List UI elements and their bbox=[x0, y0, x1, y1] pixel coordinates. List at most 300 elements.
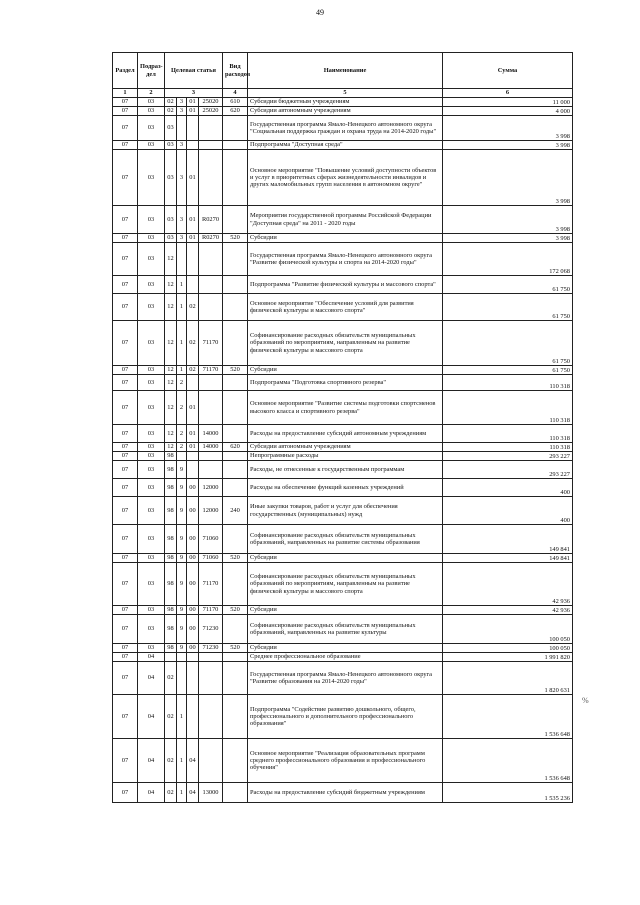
podrazdel-cell: 03 bbox=[138, 391, 165, 425]
podrazdel-cell: 03 bbox=[138, 479, 165, 497]
razdel-cell: 07 bbox=[113, 653, 138, 662]
program-code-cell: 98 bbox=[165, 644, 177, 653]
direction-code-cell: 71170 bbox=[199, 321, 223, 366]
table-row bbox=[113, 739, 573, 783]
program-code-cell: 98 bbox=[165, 563, 177, 606]
event-code-cell: 00 bbox=[187, 563, 199, 606]
program-code-cell: 12 bbox=[165, 321, 177, 366]
event-code-cell: 00 bbox=[187, 525, 199, 554]
item-name-cell: Субсидии bbox=[248, 366, 443, 375]
expense-type-cell bbox=[223, 461, 248, 479]
direction-code-cell bbox=[199, 653, 223, 662]
podrazdel-cell: 04 bbox=[138, 662, 165, 695]
event-code-cell bbox=[187, 116, 199, 141]
event-code-cell: 00 bbox=[187, 554, 199, 563]
expense-type-cell bbox=[223, 653, 248, 662]
table-row bbox=[113, 141, 573, 150]
direction-code-cell bbox=[199, 243, 223, 276]
expense-type-cell bbox=[223, 662, 248, 695]
podrazdel-cell: 03 bbox=[138, 150, 165, 206]
direction-code-cell bbox=[199, 150, 223, 206]
header-razdel: Раздел bbox=[113, 53, 138, 89]
program-code-cell: 03 bbox=[165, 116, 177, 141]
podrazdel-cell: 03 bbox=[138, 366, 165, 375]
header-number: 4 bbox=[223, 89, 248, 98]
razdel-cell: 07 bbox=[113, 243, 138, 276]
program-code-cell: 98 bbox=[165, 452, 177, 461]
program-code-cell: 03 bbox=[165, 141, 177, 150]
program-code-cell: 02 bbox=[165, 662, 177, 695]
expense-type-cell bbox=[223, 783, 248, 803]
event-code-cell: 01 bbox=[187, 391, 199, 425]
item-name-cell: Расходы на обеспечение функций казенных учреждений bbox=[248, 479, 443, 497]
item-name-cell: Государственная программа Ямало-Ненецкого автономного округа "Развитие образования на 2014-2020 годы" bbox=[248, 662, 443, 695]
event-code-cell bbox=[187, 452, 199, 461]
podrazdel-cell: 03 bbox=[138, 276, 165, 294]
expense-type-cell bbox=[223, 695, 248, 739]
table-row bbox=[113, 554, 573, 563]
event-code-cell: 00 bbox=[187, 479, 199, 497]
item-name-cell: Подпрограмма "Доступная среда" bbox=[248, 141, 443, 150]
podrazdel-cell: 03 bbox=[138, 234, 165, 243]
program-code-cell: 12 bbox=[165, 276, 177, 294]
amount-cell: 1 535 236 bbox=[443, 783, 573, 803]
razdel-cell: 07 bbox=[113, 479, 138, 497]
program-code-cell: 12 bbox=[165, 443, 177, 452]
table-row bbox=[113, 615, 573, 644]
item-name-cell: Софинансирование расходных обязательств муниципальных образований по мероприятиям, направленным на развитие физической культуры и массового спорта bbox=[248, 563, 443, 606]
table-row bbox=[113, 366, 573, 375]
direction-code-cell: R0270 bbox=[199, 234, 223, 243]
item-name-cell: Основное мероприятие "Обеспечение условий для развития физической культуры и массового спорта" bbox=[248, 294, 443, 321]
item-name-cell: Субсидии bbox=[248, 554, 443, 563]
event-code-cell bbox=[187, 375, 199, 391]
razdel-cell: 07 bbox=[113, 107, 138, 116]
expense-type-cell: 240 bbox=[223, 497, 248, 525]
table-row bbox=[113, 243, 573, 276]
podrazdel-cell: 03 bbox=[138, 375, 165, 391]
razdel-cell: 07 bbox=[113, 662, 138, 695]
podrazdel-cell: 03 bbox=[138, 554, 165, 563]
subprogram-code-cell: 9 bbox=[177, 554, 187, 563]
podrazdel-cell: 04 bbox=[138, 739, 165, 783]
expense-type-cell bbox=[223, 615, 248, 644]
amount-cell: 61 750 bbox=[443, 294, 573, 321]
budget-table bbox=[112, 52, 573, 803]
subprogram-code-cell: 9 bbox=[177, 606, 187, 615]
amount-cell: 42 936 bbox=[443, 606, 573, 615]
direction-code-cell: 12000 bbox=[199, 497, 223, 525]
expense-type-cell bbox=[223, 243, 248, 276]
podrazdel-cell: 03 bbox=[138, 294, 165, 321]
expense-type-cell: 610 bbox=[223, 98, 248, 107]
table-row bbox=[113, 452, 573, 461]
razdel-cell: 07 bbox=[113, 644, 138, 653]
subprogram-code-cell: 9 bbox=[177, 525, 187, 554]
program-code-cell: 03 bbox=[165, 234, 177, 243]
header-number: 1 bbox=[113, 89, 138, 98]
event-code-cell: 04 bbox=[187, 783, 199, 803]
direction-code-cell bbox=[199, 461, 223, 479]
header-number: 3 bbox=[165, 89, 223, 98]
razdel-cell: 07 bbox=[113, 98, 138, 107]
header-vid: Вид расходов bbox=[223, 53, 248, 89]
expense-type-cell bbox=[223, 563, 248, 606]
item-name-cell: Субсидии bbox=[248, 606, 443, 615]
table-body bbox=[113, 98, 573, 803]
table-row bbox=[113, 443, 573, 452]
program-code-cell: 98 bbox=[165, 606, 177, 615]
podrazdel-cell: 03 bbox=[138, 425, 165, 443]
event-code-cell bbox=[187, 276, 199, 294]
expense-type-cell bbox=[223, 206, 248, 234]
amount-cell: 11 000 bbox=[443, 98, 573, 107]
podrazdel-cell: 03 bbox=[138, 461, 165, 479]
event-code-cell bbox=[187, 653, 199, 662]
subprogram-code-cell: 3 bbox=[177, 107, 187, 116]
subprogram-code-cell bbox=[177, 653, 187, 662]
subprogram-code-cell: 9 bbox=[177, 479, 187, 497]
expense-type-cell bbox=[223, 425, 248, 443]
item-name-cell: Подпрограмма "Развитие физической культуры и массового спорта" bbox=[248, 276, 443, 294]
razdel-cell: 07 bbox=[113, 695, 138, 739]
item-name-cell: Субсидии bbox=[248, 234, 443, 243]
razdel-cell: 07 bbox=[113, 615, 138, 644]
razdel-cell: 07 bbox=[113, 116, 138, 141]
subprogram-code-cell: 1 bbox=[177, 783, 187, 803]
podrazdel-cell: 03 bbox=[138, 107, 165, 116]
direction-code-cell bbox=[199, 141, 223, 150]
expense-type-cell: 520 bbox=[223, 606, 248, 615]
razdel-cell: 07 bbox=[113, 366, 138, 375]
amount-cell: 61 750 bbox=[443, 276, 573, 294]
event-code-cell: 01 bbox=[187, 98, 199, 107]
amount-cell: 3 998 bbox=[443, 141, 573, 150]
podrazdel-cell: 03 bbox=[138, 563, 165, 606]
amount-cell: 172 068 bbox=[443, 243, 573, 276]
table-row bbox=[113, 391, 573, 425]
podrazdel-cell: 03 bbox=[138, 452, 165, 461]
program-code-cell: 02 bbox=[165, 695, 177, 739]
direction-code-cell bbox=[199, 391, 223, 425]
direction-code-cell: 71060 bbox=[199, 525, 223, 554]
subprogram-code-cell: 3 bbox=[177, 206, 187, 234]
table-row bbox=[113, 107, 573, 116]
amount-cell: 149 841 bbox=[443, 554, 573, 563]
item-name-cell: Среднее профессиональное образование bbox=[248, 653, 443, 662]
table-row bbox=[113, 425, 573, 443]
amount-cell: 100 050 bbox=[443, 615, 573, 644]
subprogram-code-cell: 9 bbox=[177, 644, 187, 653]
item-name-cell: Государственная программа Ямало-Ненецкого автономного округа "Развитие физической культуры и спорта на 2014-2020 годы" bbox=[248, 243, 443, 276]
razdel-cell: 07 bbox=[113, 425, 138, 443]
subprogram-code-cell: 3 bbox=[177, 98, 187, 107]
razdel-cell: 07 bbox=[113, 443, 138, 452]
item-name-cell: Основное мероприятие "Повышение условий доступности объектов и услуг в приоритетных сферах жизнедеятельности инвалидов и других маломобильных групп населения в автономном округе" bbox=[248, 150, 443, 206]
program-code-cell bbox=[165, 653, 177, 662]
program-code-cell: 12 bbox=[165, 391, 177, 425]
table-row bbox=[113, 206, 573, 234]
amount-cell: 1 991 820 bbox=[443, 653, 573, 662]
razdel-cell: 07 bbox=[113, 321, 138, 366]
amount-cell: 1 820 631 bbox=[443, 662, 573, 695]
table-row bbox=[113, 662, 573, 695]
expense-type-cell: 620 bbox=[223, 107, 248, 116]
direction-code-cell bbox=[199, 739, 223, 783]
amount-cell: 110 318 bbox=[443, 391, 573, 425]
direction-code-cell bbox=[199, 375, 223, 391]
table-row bbox=[113, 644, 573, 653]
direction-code-cell: 71170 bbox=[199, 366, 223, 375]
program-code-cell: 12 bbox=[165, 425, 177, 443]
expense-type-cell bbox=[223, 525, 248, 554]
subprogram-code-cell: 2 bbox=[177, 443, 187, 452]
event-code-cell: 01 bbox=[187, 150, 199, 206]
header-summa: Сумма bbox=[443, 53, 573, 89]
subprogram-code-cell bbox=[177, 243, 187, 276]
header-number: 5 bbox=[248, 89, 443, 98]
direction-code-cell: 13000 bbox=[199, 783, 223, 803]
razdel-cell: 07 bbox=[113, 606, 138, 615]
table-row bbox=[113, 276, 573, 294]
subprogram-code-cell: 1 bbox=[177, 739, 187, 783]
event-code-cell: 02 bbox=[187, 366, 199, 375]
program-code-cell: 03 bbox=[165, 206, 177, 234]
direction-code-cell bbox=[199, 662, 223, 695]
item-name-cell: Расходы на предоставление субсидий автономным учреждениям bbox=[248, 425, 443, 443]
subprogram-code-cell: 9 bbox=[177, 497, 187, 525]
program-code-cell: 02 bbox=[165, 783, 177, 803]
podrazdel-cell: 03 bbox=[138, 116, 165, 141]
podrazdel-cell: 03 bbox=[138, 615, 165, 644]
stray-mark: % bbox=[582, 696, 589, 705]
subprogram-code-cell: 9 bbox=[177, 563, 187, 606]
subprogram-code-cell: 1 bbox=[177, 695, 187, 739]
razdel-cell: 07 bbox=[113, 150, 138, 206]
event-code-cell bbox=[187, 695, 199, 739]
amount-cell: 293 227 bbox=[443, 461, 573, 479]
item-name-cell: Субсидии автономным учреждениям bbox=[248, 443, 443, 452]
direction-code-cell: 71060 bbox=[199, 554, 223, 563]
header-number: 6 bbox=[443, 89, 573, 98]
expense-type-cell bbox=[223, 375, 248, 391]
expense-type-cell bbox=[223, 141, 248, 150]
subprogram-code-cell: 1 bbox=[177, 294, 187, 321]
event-code-cell bbox=[187, 461, 199, 479]
amount-cell: 110 318 bbox=[443, 443, 573, 452]
item-name-cell: Основное мероприятие "Реализация образовательных программ среднего профессионального образования и профессионального обучения" bbox=[248, 739, 443, 783]
event-code-cell: 00 bbox=[187, 644, 199, 653]
podrazdel-cell: 04 bbox=[138, 783, 165, 803]
item-name-cell: Субсидии автономным учреждениям bbox=[248, 107, 443, 116]
expense-type-cell: 620 bbox=[223, 443, 248, 452]
amount-cell: 3 998 bbox=[443, 206, 573, 234]
item-name-cell: Иные закупки товаров, работ и услуг для обеспечения государственных (муниципальных) нужд bbox=[248, 497, 443, 525]
podrazdel-cell: 03 bbox=[138, 497, 165, 525]
table-row bbox=[113, 234, 573, 243]
table-row bbox=[113, 294, 573, 321]
program-code-cell: 12 bbox=[165, 243, 177, 276]
expense-type-cell: 520 bbox=[223, 644, 248, 653]
table-row bbox=[113, 653, 573, 662]
program-code-cell: 98 bbox=[165, 525, 177, 554]
event-code-cell: 00 bbox=[187, 615, 199, 644]
razdel-cell: 07 bbox=[113, 783, 138, 803]
subprogram-code-cell: 1 bbox=[177, 276, 187, 294]
expense-type-cell: 520 bbox=[223, 554, 248, 563]
expense-type-cell bbox=[223, 150, 248, 206]
subprogram-code-cell: 2 bbox=[177, 375, 187, 391]
expense-type-cell bbox=[223, 116, 248, 141]
item-name-cell: Расходы, не отнесенные к государственным программам bbox=[248, 461, 443, 479]
amount-cell: 110 318 bbox=[443, 425, 573, 443]
subprogram-code-cell: 1 bbox=[177, 366, 187, 375]
item-name-cell: Субсидии bbox=[248, 644, 443, 653]
amount-cell: 1 536 648 bbox=[443, 695, 573, 739]
direction-code-cell bbox=[199, 452, 223, 461]
program-code-cell: 02 bbox=[165, 107, 177, 116]
razdel-cell: 07 bbox=[113, 525, 138, 554]
podrazdel-cell: 03 bbox=[138, 206, 165, 234]
subprogram-code-cell: 9 bbox=[177, 461, 187, 479]
podrazdel-cell: 04 bbox=[138, 695, 165, 739]
direction-code-cell: 14000 bbox=[199, 443, 223, 452]
subprogram-code-cell bbox=[177, 452, 187, 461]
table-row bbox=[113, 98, 573, 107]
razdel-cell: 07 bbox=[113, 391, 138, 425]
program-code-cell: 98 bbox=[165, 479, 177, 497]
amount-cell: 100 050 bbox=[443, 644, 573, 653]
subprogram-code-cell: 3 bbox=[177, 150, 187, 206]
table-row bbox=[113, 783, 573, 803]
item-name-cell: Непрограммные расходы bbox=[248, 452, 443, 461]
expense-type-cell bbox=[223, 739, 248, 783]
program-code-cell: 98 bbox=[165, 554, 177, 563]
amount-cell: 400 bbox=[443, 479, 573, 497]
expense-type-cell: 520 bbox=[223, 366, 248, 375]
event-code-cell: 01 bbox=[187, 107, 199, 116]
program-code-cell: 03 bbox=[165, 150, 177, 206]
program-code-cell: 12 bbox=[165, 294, 177, 321]
item-name-cell: Расходы на предоставление субсидий бюджетным учреждениям bbox=[248, 783, 443, 803]
razdel-cell: 07 bbox=[113, 206, 138, 234]
razdel-cell: 07 bbox=[113, 554, 138, 563]
amount-cell: 293 227 bbox=[443, 452, 573, 461]
direction-code-cell bbox=[199, 294, 223, 321]
razdel-cell: 07 bbox=[113, 234, 138, 243]
amount-cell: 3 998 bbox=[443, 234, 573, 243]
podrazdel-cell: 03 bbox=[138, 141, 165, 150]
direction-code-cell: 25020 bbox=[199, 98, 223, 107]
event-code-cell: 01 bbox=[187, 443, 199, 452]
amount-cell: 42 936 bbox=[443, 563, 573, 606]
event-code-cell: 00 bbox=[187, 497, 199, 525]
header-number-row bbox=[113, 89, 573, 98]
razdel-cell: 07 bbox=[113, 497, 138, 525]
razdel-cell: 07 bbox=[113, 294, 138, 321]
podrazdel-cell: 03 bbox=[138, 644, 165, 653]
direction-code-cell bbox=[199, 695, 223, 739]
direction-code-cell: 71170 bbox=[199, 606, 223, 615]
amount-cell: 3 998 bbox=[443, 150, 573, 206]
razdel-cell: 07 bbox=[113, 452, 138, 461]
subprogram-code-cell bbox=[177, 116, 187, 141]
subprogram-code-cell: 2 bbox=[177, 425, 187, 443]
subprogram-code-cell: 3 bbox=[177, 234, 187, 243]
subprogram-code-cell: 2 bbox=[177, 391, 187, 425]
direction-code-cell: 71170 bbox=[199, 563, 223, 606]
item-name-cell: Основное мероприятие "Развитие системы подготовки спортсменов высокого класса и спортивного резерва" bbox=[248, 391, 443, 425]
item-name-cell: Подпрограмма "Подготовка спортивного резерва" bbox=[248, 375, 443, 391]
header-number: 2 bbox=[138, 89, 165, 98]
event-code-cell bbox=[187, 141, 199, 150]
table-row bbox=[113, 116, 573, 141]
amount-cell: 3 998 bbox=[443, 116, 573, 141]
expense-type-cell: 520 bbox=[223, 234, 248, 243]
amount-cell: 1 536 648 bbox=[443, 739, 573, 783]
table-row bbox=[113, 525, 573, 554]
razdel-cell: 07 bbox=[113, 461, 138, 479]
event-code-cell bbox=[187, 662, 199, 695]
direction-code-cell: 12000 bbox=[199, 479, 223, 497]
expense-type-cell bbox=[223, 294, 248, 321]
amount-cell: 400 bbox=[443, 497, 573, 525]
expense-type-cell bbox=[223, 479, 248, 497]
item-name-cell: Софинансирование расходных обязательств муниципальных образований, направленных на развитие культуры bbox=[248, 615, 443, 644]
event-code-cell: 00 bbox=[187, 606, 199, 615]
direction-code-cell bbox=[199, 116, 223, 141]
amount-cell: 61 750 bbox=[443, 321, 573, 366]
direction-code-cell: 71230 bbox=[199, 644, 223, 653]
podrazdel-cell: 03 bbox=[138, 321, 165, 366]
event-code-cell: 01 bbox=[187, 425, 199, 443]
direction-code-cell: 14000 bbox=[199, 425, 223, 443]
event-code-cell: 02 bbox=[187, 294, 199, 321]
amount-cell: 4 000 bbox=[443, 107, 573, 116]
table-row bbox=[113, 695, 573, 739]
header-naim: Наименование bbox=[248, 53, 443, 89]
header-celevaya: Целевая статья bbox=[165, 53, 223, 89]
event-code-cell bbox=[187, 243, 199, 276]
table-row bbox=[113, 150, 573, 206]
razdel-cell: 07 bbox=[113, 375, 138, 391]
program-code-cell: 02 bbox=[165, 98, 177, 107]
razdel-cell: 07 bbox=[113, 276, 138, 294]
table-row bbox=[113, 479, 573, 497]
header-podrazdel: Подраз-дел bbox=[138, 53, 165, 89]
razdel-cell: 07 bbox=[113, 563, 138, 606]
program-code-cell: 98 bbox=[165, 497, 177, 525]
podrazdel-cell: 03 bbox=[138, 443, 165, 452]
podrazdel-cell: 04 bbox=[138, 653, 165, 662]
table-row bbox=[113, 606, 573, 615]
table-row bbox=[113, 461, 573, 479]
event-code-cell: 02 bbox=[187, 321, 199, 366]
item-name-cell: Софинансирование расходных обязательств муниципальных образований по мероприятиям, направленным на развитие физической культуры и массового спорта bbox=[248, 321, 443, 366]
item-name-cell: Подпрограмма "Содействие развитию дошкольного, общего, профессионального и дополнительного профессионального образования" bbox=[248, 695, 443, 739]
table-row bbox=[113, 497, 573, 525]
event-code-cell: 01 bbox=[187, 206, 199, 234]
subprogram-code-cell: 9 bbox=[177, 615, 187, 644]
razdel-cell: 07 bbox=[113, 739, 138, 783]
podrazdel-cell: 03 bbox=[138, 243, 165, 276]
item-name-cell: Субсидии бюджетным учреждениям bbox=[248, 98, 443, 107]
amount-cell: 61 750 bbox=[443, 366, 573, 375]
expense-type-cell bbox=[223, 391, 248, 425]
program-code-cell: 12 bbox=[165, 375, 177, 391]
program-code-cell: 02 bbox=[165, 739, 177, 783]
direction-code-cell bbox=[199, 276, 223, 294]
